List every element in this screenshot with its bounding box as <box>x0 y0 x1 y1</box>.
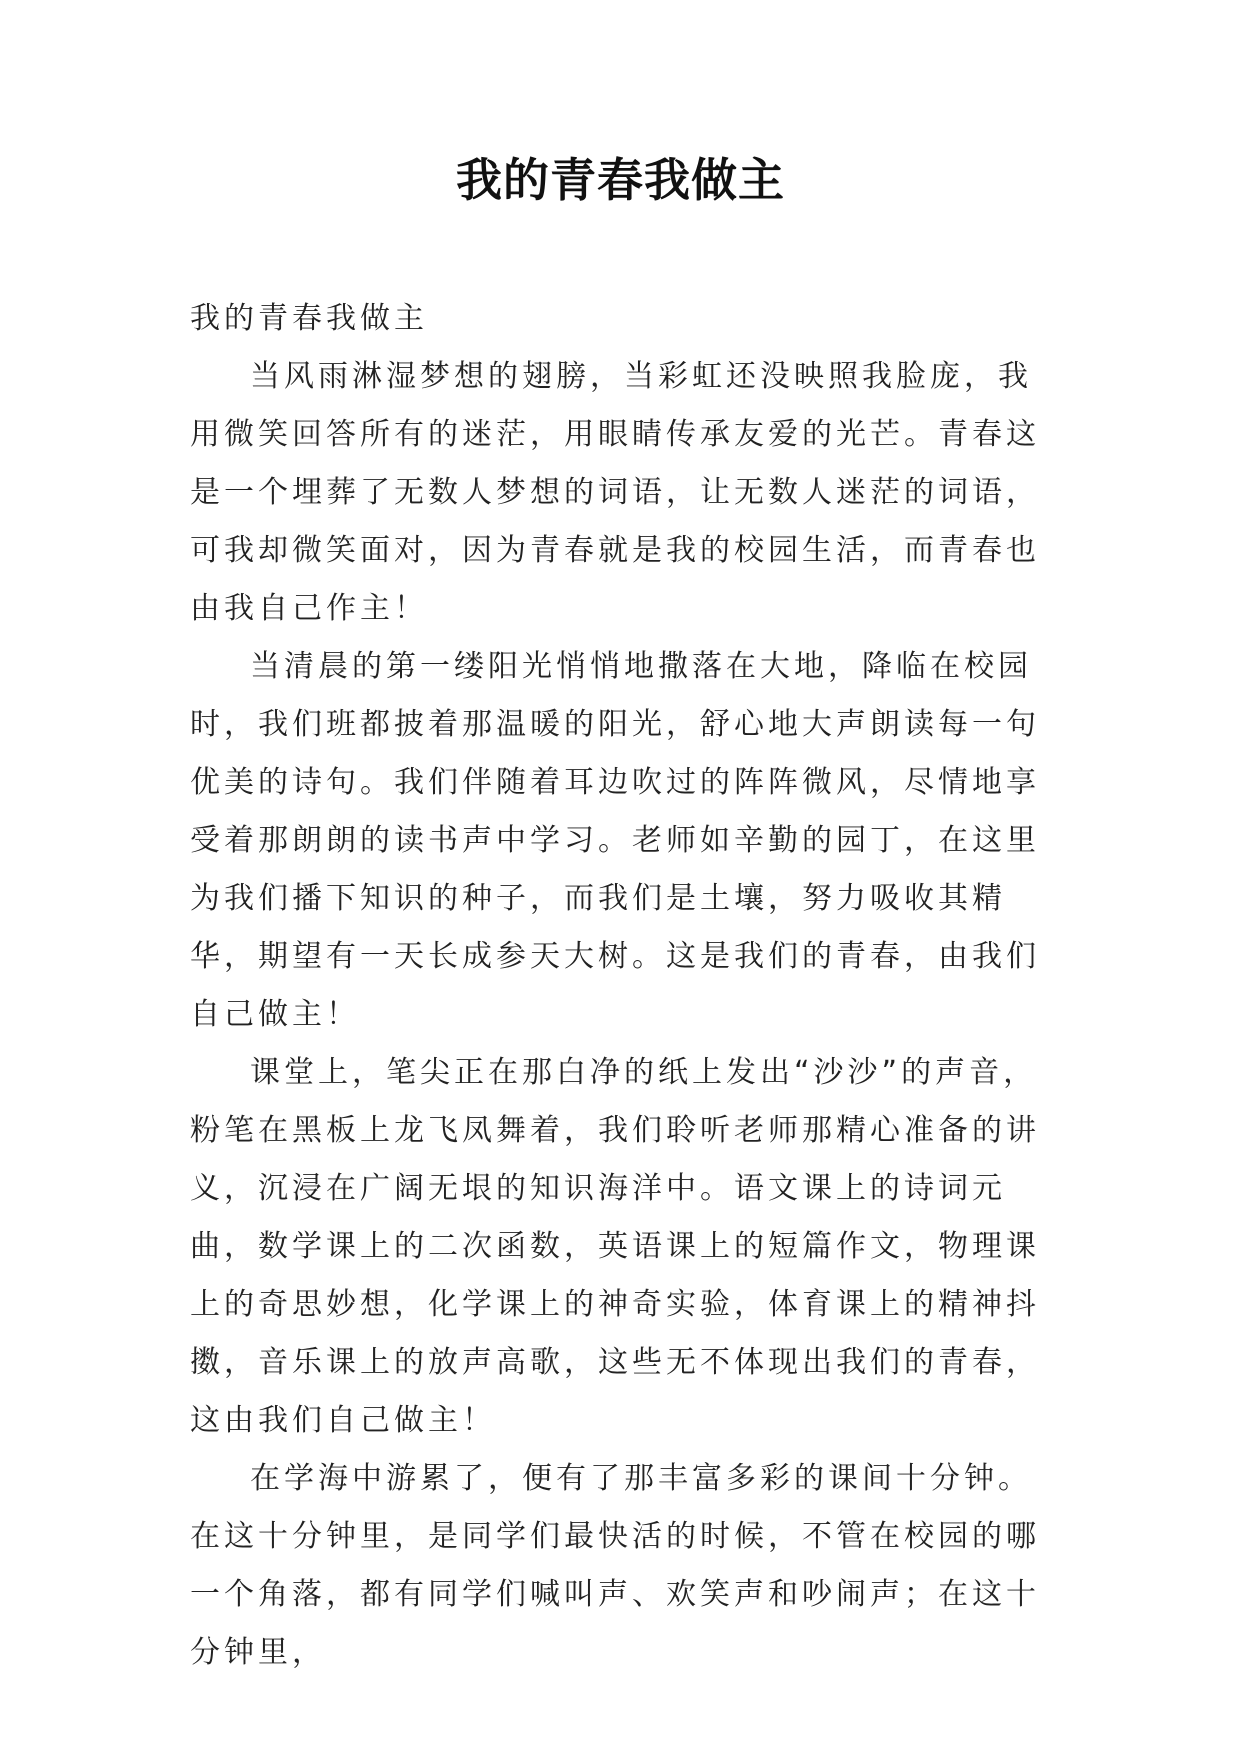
document-body <box>190 290 1055 1682</box>
document-title: 我的青春我做主 <box>456 153 785 207</box>
paragraph-3: 课堂上，笔尖正在那白净的纸上发出“沙沙”的声音，粉笔在黑板上龙飞凤舞着，我们聆听老师那精心准备的讲义，沉浸在广阔无垠的知识海洋中。语文课上的诗词元曲，数学课上的二次函数，英语课上的短篇作文，物理课上的奇思妙想，化学课上的神奇实验，体育课上的精神抖擞，音乐课上的放声高歌，这些无不体现出我们的青春，这由我们自己做主！ <box>190 1055 1040 1438</box>
paragraph-4: 在学海中游累了，便有了那丰富多彩的课间十分钟。在这十分钟里，是同学们最快活的时候，不管在校园的哪一个角落，都有同学们喊叫声、欢笑声和吵闹声；在这十分钟里， <box>190 1461 1040 1670</box>
paragraph-1: 当风雨淋湿梦想的翅膀，当彩虹还没映照我脸庞，我用微笑回答所有的迷茫，用眼睛传承友爱的光芒。青春这是一个埋葬了无数人梦想的词语，让无数人迷茫的词语，可我却微笑面对，因为青春就是我的校园生活，而青春也由我自己作主！ <box>190 359 1040 626</box>
document-subtitle: 我的青春我做主 <box>190 301 428 336</box>
paragraph-2: 当清晨的第一缕阳光悄悄地撒落在大地，降临在校园时，我们班都披着那温暖的阳光，舒心地大声朗读每一句优美的诗句。我们伴随着耳边吹过的阵阵微风，尽情地享受着那朗朗的读书声中学习。老师如辛勤的园丁，在这里为我们播下知识的种子，而我们是土壤，努力吸收其精华，期望有一天长成参天大树。这是我们的青春，由我们自己做主！ <box>190 649 1040 1032</box>
